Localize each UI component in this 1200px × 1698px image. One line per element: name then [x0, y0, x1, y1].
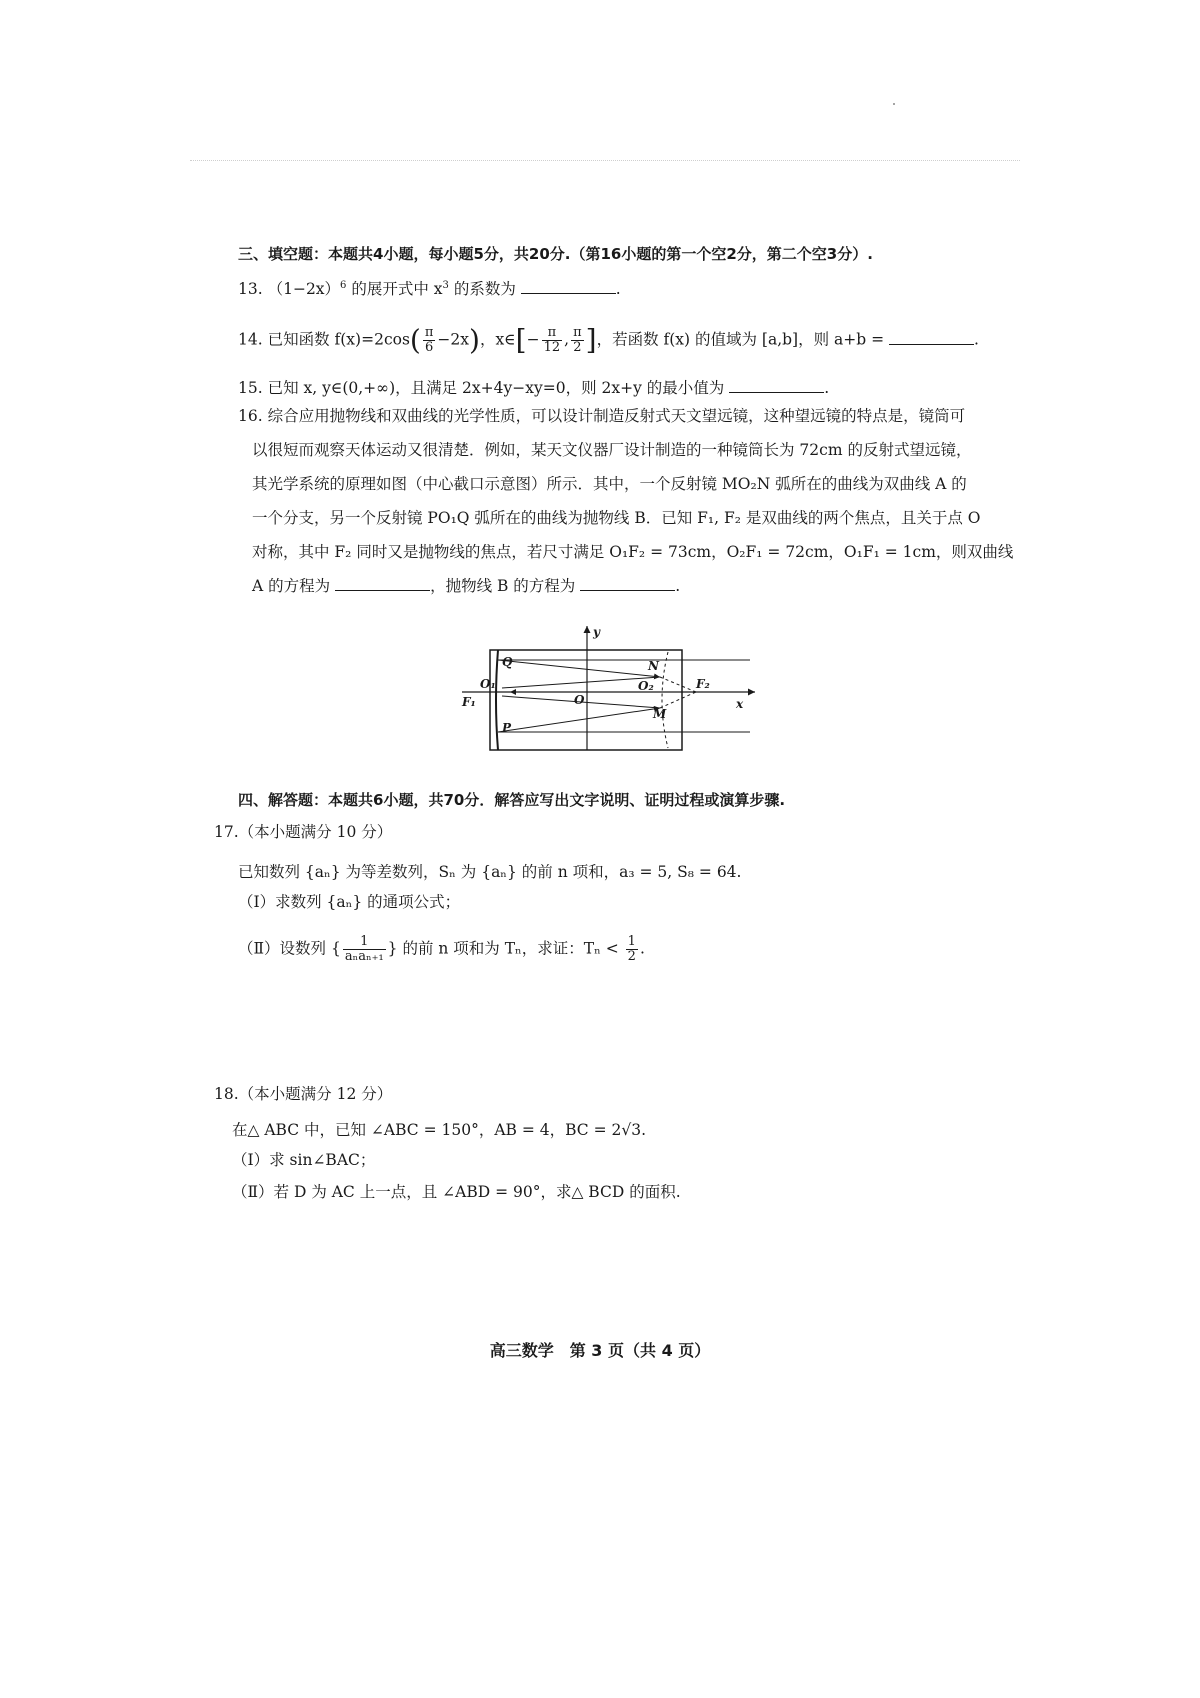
scan-speck	[893, 103, 895, 105]
q14-frac1-den: 6	[424, 340, 434, 355]
q14-bracket-open: [	[515, 323, 527, 357]
q17-frac	[343, 935, 386, 964]
q17-part2	[238, 935, 645, 964]
question-16-line1	[238, 406, 965, 426]
q17-number: 17.（本小题满分 10 分）	[214, 823, 393, 841]
label-P: P	[502, 721, 512, 735]
label-F1: F₁	[462, 695, 476, 709]
reflected-ray-top	[498, 660, 660, 677]
q16-line1: 综合应用抛物线和双曲线的光学性质，可以设计制造反射式天文望远镜，这种望远镜的特点是，镜筒可	[267, 407, 966, 425]
q16-line3: 其光学系统的原理如图（中心截口示意图）所示．其中，一个反射镜 MO₂N 弧所在的曲线为双曲线 A 的	[252, 475, 967, 493]
section4-heading: 四、解答题：本题共6小题，共70分．解答应写出文字说明、证明过程或演算步骤.	[238, 791, 786, 809]
q14-answer-blank[interactable]	[889, 330, 974, 345]
label-N: N	[648, 659, 659, 673]
q16-answer-blank-2[interactable]	[580, 576, 675, 591]
question-13	[238, 276, 621, 299]
label-O2: O₂	[638, 679, 654, 693]
label-y: y	[593, 625, 600, 639]
q14-text-b: −2x	[437, 330, 469, 349]
q15-end: .	[824, 379, 830, 397]
q15-number: 15.	[238, 379, 263, 397]
q14-frac3-num: π	[573, 325, 582, 340]
label-x: x	[736, 697, 744, 711]
q13-text-b: 的展开式中 x	[346, 280, 443, 299]
q16-line6	[252, 576, 680, 596]
dashed-ext-bottom	[660, 692, 696, 708]
q17-end: .	[639, 939, 645, 958]
label-O: O	[574, 693, 585, 707]
q14-frac1-num: π	[424, 325, 434, 340]
reflected-ray-bottom	[498, 708, 660, 732]
label-O1: O₁	[480, 677, 496, 691]
q17-frac2-den: 2	[627, 949, 636, 964]
q13-exp2: 3	[442, 280, 449, 291]
q13-answer-blank[interactable]	[521, 279, 616, 294]
q14-paren-open: (	[409, 323, 421, 357]
q16-line6a: A 的方程为	[252, 577, 331, 595]
page-footer: 高三数学 第 3 页（共 4 页）	[489, 1341, 711, 1360]
q17-part2-b: } 的前 n 项和为 Tₙ，求证：Tₙ <	[387, 939, 619, 958]
q17-frac-num: 1	[343, 935, 386, 950]
q14-text-c: ，x∈	[479, 330, 516, 349]
label-F2: F₂	[696, 677, 710, 691]
q16-line5: 对称，其中 F₂ 同时又是抛物线的焦点，若尺寸满足 O₁F₂ = 73cm，O₂F₁ = 72cm，O₁F₁ = 1cm，则双曲线	[252, 543, 1014, 561]
q14-paren-close: )	[469, 323, 480, 357]
hyperbolic-mirror	[662, 652, 668, 748]
q18-number: 18.（本小题满分 12 分）	[214, 1085, 393, 1103]
q15-text: 已知 x, y∈(0,+∞)，且满足 2x+4y−xy=0，则 2x+y 的最小值为	[267, 379, 725, 397]
q17-frac2-num: 1	[627, 934, 636, 949]
question-15	[238, 378, 829, 398]
q14-end: .	[974, 330, 979, 349]
q18-part2: （Ⅱ）若 D 为 AC 上一点，且 ∠ABD = 90°，求△ BCD 的面积.	[232, 1183, 681, 1201]
q14-frac2-den: 12	[543, 340, 561, 355]
q14-frac3-den: 2	[573, 340, 582, 355]
q14-frac3	[571, 326, 584, 355]
q13-number: 13.	[238, 280, 263, 299]
q17-stem: 已知数列 {aₙ} 为等差数列，Sₙ 为 {aₙ} 的前 n 项和，a₃ = 5, S₈ = 64.	[238, 863, 742, 881]
q17-part1: （Ⅰ）求数列 {aₙ} 的通项公式；	[238, 893, 461, 911]
q13-text-a: （1−2x）	[267, 280, 341, 299]
q14-text-a: 已知函数 f(x)=2cos	[267, 330, 410, 349]
q14-text-d: ，若函数 f(x) 的值域为 [a,b]，则 a+b =	[596, 330, 885, 349]
q16-line6b: ，抛物线 B 的方程为	[430, 577, 576, 595]
q15-answer-blank[interactable]	[729, 378, 824, 393]
q13-text-c: 的系数为	[448, 280, 516, 299]
q16-line2: 以很短而观察天体运动又很清楚．例如，某天文仪器厂设计制造的一种镜筒长为 72cm 的反射式望远镜，	[252, 441, 972, 459]
q17-part2-a: （Ⅱ）设数列 {	[238, 939, 341, 958]
q18-part1: （Ⅰ）求 sin∠BAC；	[232, 1151, 376, 1169]
section3-heading: 三、填空题：本题共4小题，每小题5分，共20分.（第16小题的第一个空2分，第二个空3分）.	[238, 245, 873, 263]
q16-answer-blank-1[interactable]	[335, 576, 430, 591]
parabolic-mirror	[496, 650, 498, 750]
q18-stem: 在△ ABC 中，已知 ∠ABC = 150°，AB = 4，BC = 2√3.	[232, 1121, 647, 1139]
q13-end: .	[615, 280, 621, 299]
q14-frac2-num: π	[542, 326, 563, 341]
dashed-ext-top	[660, 677, 696, 692]
telescope-diagram	[450, 622, 770, 752]
label-M: M	[653, 707, 667, 721]
hyperbola-ray-top	[502, 677, 660, 688]
q14-number: 14.	[238, 330, 263, 349]
label-Q: Q	[502, 655, 513, 669]
q14-bracket-close: ]	[585, 323, 597, 357]
q16-number: 16.	[238, 407, 263, 425]
scan-artifact-line	[190, 160, 1020, 161]
question-14: 14. 已知函数 f(x)=2cos( $\frac{\pi}{6}$ −2x)，x∈[− $\frac{\pi}{12}$ , $\frac{\pi}{2}$ ]，若函数 f(x) 的值域为 [a,b]，则 a+b = .	[238, 323, 979, 357]
q13-exp: 6	[340, 280, 347, 291]
q17-frac2	[626, 935, 638, 964]
q14-frac2	[542, 326, 563, 355]
q17-frac-den: aₙaₙ₊₁	[344, 949, 384, 964]
q16-line4: 一个分支，另一个反射镜 PO₁Q 弧所在的曲线为抛物线 B．已知 F₁, F₂ 是双曲线的两个焦点，且关于点 O	[252, 509, 981, 527]
q14-frac1	[423, 326, 436, 355]
q16-end: .	[675, 577, 681, 595]
